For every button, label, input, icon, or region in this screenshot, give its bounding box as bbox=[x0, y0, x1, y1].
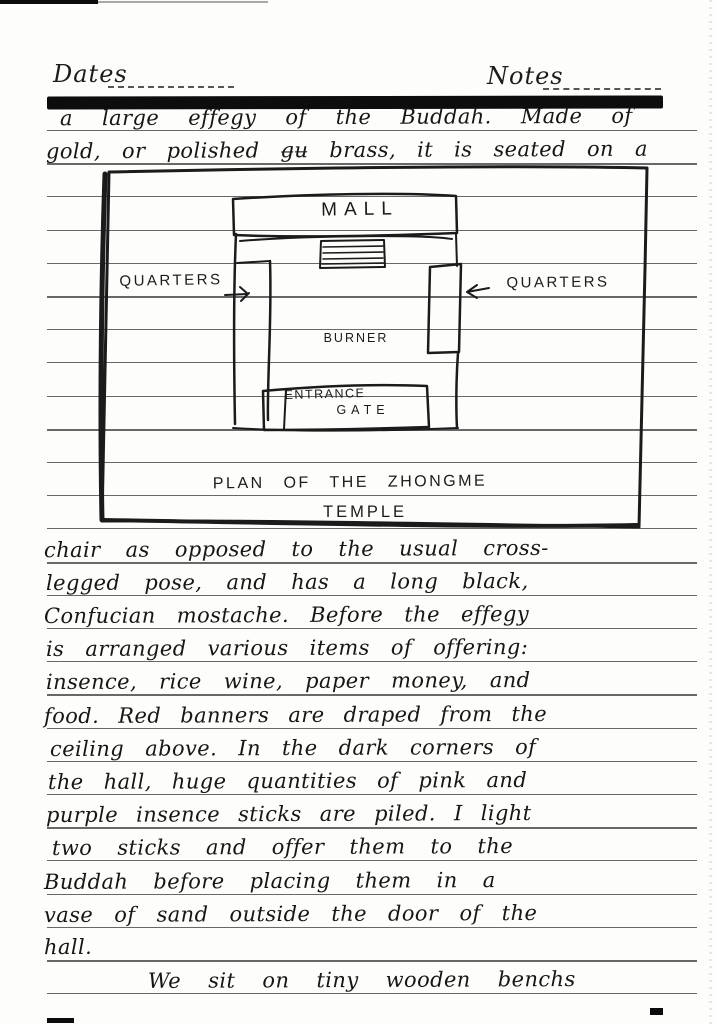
handwritten-line: We sit on tiny wooden benchs bbox=[147, 967, 576, 993]
outer-wall-left-overdraw bbox=[101, 174, 105, 520]
notes-label: Notes bbox=[487, 62, 564, 90]
rule-line bbox=[47, 196, 697, 197]
rule-line bbox=[47, 263, 697, 264]
steps-box bbox=[320, 240, 385, 268]
hall-label: MALL bbox=[320, 198, 399, 221]
rule-line bbox=[47, 960, 697, 962]
handwritten-line: legged pose, and has a long black, bbox=[45, 568, 529, 596]
handwritten-line: the hall, huge quantities of pink and bbox=[47, 767, 528, 795]
handwritten-line: Buddah before placing them in a bbox=[43, 868, 496, 894]
rule-line bbox=[47, 495, 697, 496]
scan-smudge-top-streak bbox=[98, 1, 268, 3]
scan-smudge-top-left bbox=[0, 0, 98, 4]
left-quarters-arrow bbox=[225, 287, 249, 301]
handwritten-line: insence, rice wine, paper money, and bbox=[45, 667, 531, 695]
right-wall-lower bbox=[456, 353, 458, 428]
plan-caption-line1: PLAN OF THE ZHONGME bbox=[212, 472, 488, 493]
burner-label: BURNER bbox=[323, 331, 389, 345]
handwritten-line: is arranged various items of offering: bbox=[45, 634, 529, 662]
rule-line bbox=[47, 296, 697, 298]
handwritten-line: vase of sand outside the door of the bbox=[43, 900, 538, 928]
handwritten-line: Confucian mostache. Before the effegy bbox=[43, 601, 530, 629]
handwritten-line: chair as opposed to the usual cross- bbox=[43, 535, 549, 563]
handwritten-line: a large effegy of the Buddah. Made of bbox=[59, 103, 633, 131]
handwritten-line: gold, or polished g̶u̶ brass, it is seated on a bbox=[45, 136, 649, 164]
rule-line bbox=[47, 528, 697, 529]
right-quarters-label: QUARTERS bbox=[506, 273, 610, 292]
entrance-label: ENTRANCE bbox=[284, 385, 366, 403]
rule-line bbox=[47, 429, 697, 431]
rule-line bbox=[47, 462, 697, 463]
handwritten-line: purple insence sticks are piled. I light bbox=[45, 800, 532, 828]
hall-porch-line bbox=[240, 236, 452, 241]
handwritten-line: ceiling above. In the dark corners of bbox=[49, 734, 537, 762]
notes-underline bbox=[543, 88, 661, 90]
scan-edge-noise bbox=[709, 0, 712, 1024]
right-wall-upper bbox=[456, 234, 457, 266]
scan-smudge-bottom-left bbox=[47, 1018, 74, 1023]
gate-label: GATE bbox=[336, 403, 390, 417]
handwritten-line: hall. bbox=[43, 934, 93, 960]
right-quarters-box bbox=[428, 264, 461, 353]
dates-underline bbox=[108, 86, 234, 88]
scan-smudge-bottom-right bbox=[650, 1008, 663, 1015]
plan-caption-line2: TEMPLE bbox=[322, 503, 408, 521]
dates-label: Dates bbox=[53, 60, 128, 88]
steps-hatching bbox=[322, 246, 384, 264]
left-quarters-label: QUARTERS bbox=[119, 271, 223, 290]
handwritten-line: food. Red banners are draped from the bbox=[43, 701, 548, 729]
rule-line bbox=[47, 230, 697, 231]
rule-line bbox=[47, 362, 697, 363]
handwritten-line: two sticks and offer them to the bbox=[51, 833, 514, 861]
